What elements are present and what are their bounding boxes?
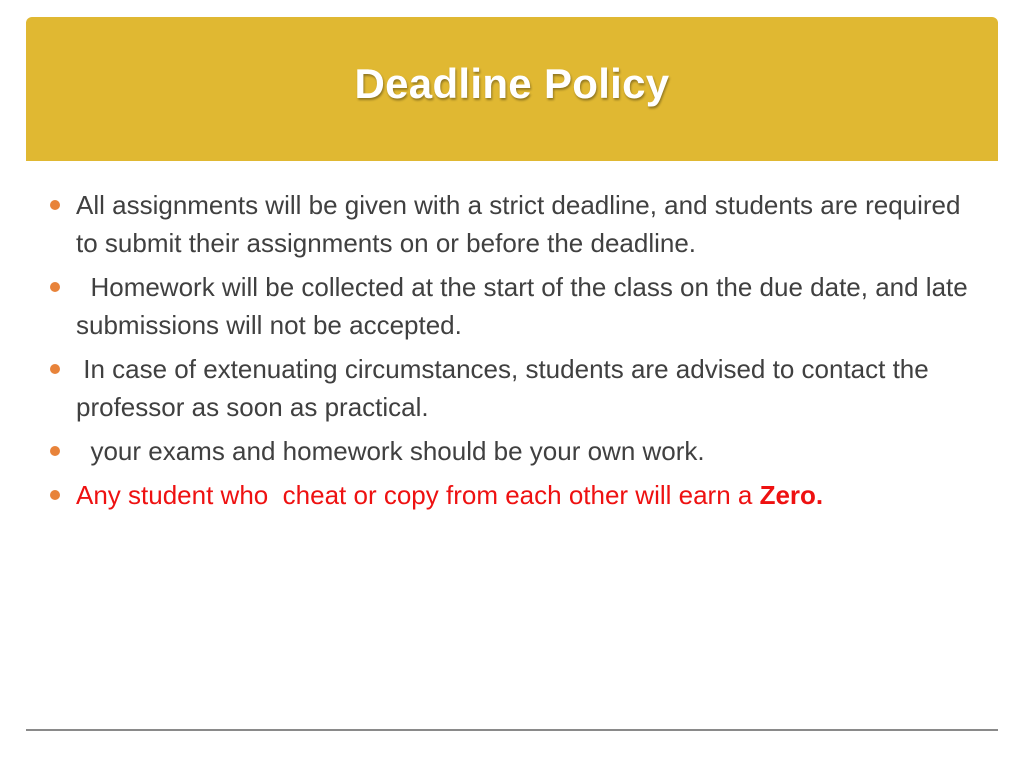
bullet-item [0, 350, 1024, 426]
bullet-item [0, 432, 1024, 470]
bullet-text: Any student who cheat or copy from each other will earn a [76, 480, 760, 510]
bullet-text: All assignments will be given with a strict deadline, and students are required to submit their assignments on or before the deadline. [76, 190, 968, 258]
bullet-dot-icon [50, 282, 60, 292]
bullet-dot-icon [50, 200, 60, 210]
bullet-text: In case of extenuating circumstances, students are advised to contact the professor as soon as practical. [76, 354, 936, 422]
slide-title: Deadline Policy [354, 60, 670, 107]
bullet-text: Homework will be collected at the start of the class on the due date, and late submissions will not be accepted. [76, 272, 975, 340]
bullet-item [0, 186, 1024, 262]
bullet-list [0, 186, 1024, 520]
title-band [26, 17, 998, 161]
bullet-text: your exams and homework should be your own work. [76, 436, 705, 466]
bullet-item [0, 268, 1024, 344]
bullet-item-warning [0, 476, 1024, 514]
bullet-dot-icon [50, 364, 60, 374]
footer-divider [26, 729, 998, 731]
bullet-dot-icon [50, 446, 60, 456]
emphasis-zero: Zero. [759, 480, 824, 510]
bullet-dot-icon [50, 490, 60, 500]
